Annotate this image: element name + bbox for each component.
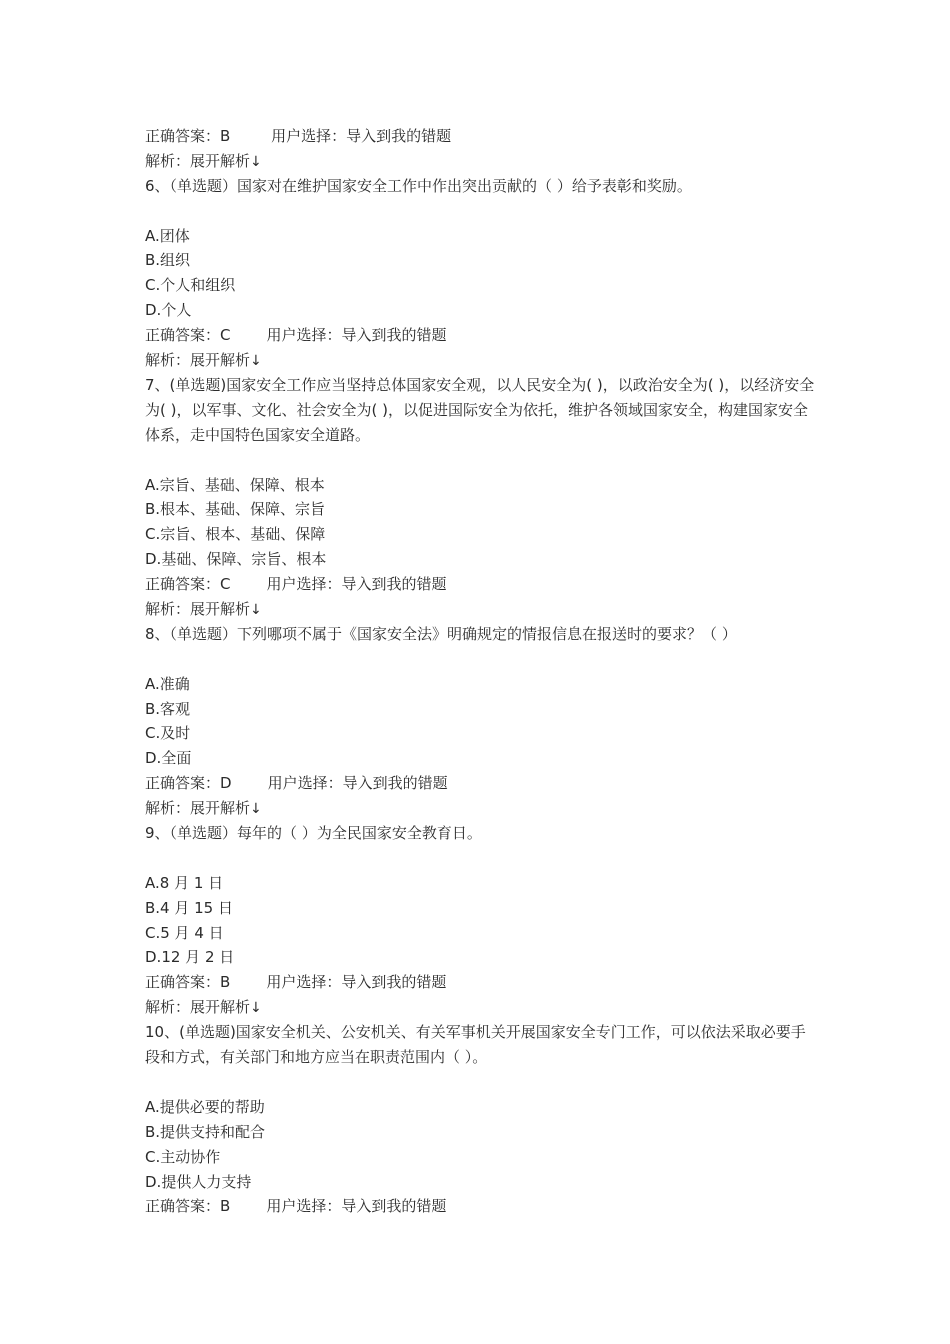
question-block bbox=[145, 1020, 815, 1219]
spacer bbox=[145, 448, 815, 473]
option-b: B.提供支持和配合 bbox=[145, 1122, 266, 1141]
user-choice-value: 导入到我的错题 bbox=[341, 1197, 447, 1216]
option-d: D.12 月 2 日 bbox=[145, 948, 235, 967]
user-choice-label: 用户选择： bbox=[266, 575, 342, 594]
option-b: B.客观 bbox=[145, 699, 191, 718]
option-b: B.组织 bbox=[145, 251, 191, 270]
user-choice-label: 用户选择： bbox=[266, 326, 342, 345]
user-choice-label: 用户选择： bbox=[271, 127, 347, 145]
analysis-label: 解析： bbox=[145, 799, 191, 818]
question-block bbox=[145, 174, 815, 373]
correct-answer-value: B bbox=[220, 973, 231, 992]
analysis-line bbox=[145, 348, 815, 373]
arrow-down-icon[interactable]: ↓ bbox=[250, 801, 262, 818]
arrow-down-icon[interactable]: ↓ bbox=[250, 601, 262, 618]
user-choice-label: 用户选择： bbox=[267, 774, 343, 793]
answer-line bbox=[145, 323, 815, 348]
analysis-label: 解析： bbox=[145, 351, 191, 370]
spacer bbox=[145, 647, 815, 672]
expand-analysis-link[interactable]: 展开解析 bbox=[190, 799, 251, 818]
user-choice-value: 导入到我的错题 bbox=[342, 774, 448, 793]
answer-line bbox=[145, 1194, 815, 1219]
question-block bbox=[145, 821, 815, 1020]
correct-answer-value: C bbox=[220, 326, 231, 345]
correct-answer-label: 正确答案： bbox=[145, 774, 221, 793]
user-choice-value: 导入到我的错题 bbox=[341, 326, 447, 345]
correct-answer-value: B bbox=[220, 127, 231, 145]
document-page bbox=[145, 124, 815, 1219]
option-a: A.宗旨、基础、保障、根本 bbox=[145, 475, 325, 494]
analysis-label: 解析： bbox=[145, 998, 191, 1017]
analysis-label: 解析： bbox=[145, 151, 191, 170]
correct-answer-value: D bbox=[220, 774, 232, 793]
option-c: C.主动协作 bbox=[145, 1147, 221, 1166]
question-block bbox=[145, 622, 815, 821]
spacer bbox=[145, 1070, 815, 1095]
spacer bbox=[145, 199, 815, 224]
correct-answer-value: C bbox=[220, 575, 231, 594]
spacer bbox=[145, 846, 815, 871]
question-text: 10、(单选题)国家安全机关、公安机关、有关军事机关开展国家安全专门工作，可以依法采取必要手段和方式，有关部门和地方应当在职责范围内（ ）。 bbox=[145, 1023, 806, 1067]
option-a: A.8 月 1 日 bbox=[145, 873, 224, 892]
option-a: A.团体 bbox=[145, 226, 190, 245]
option-c: C.宗旨、根本、基础、保障 bbox=[145, 525, 326, 544]
arrow-down-icon[interactable]: ↓ bbox=[250, 153, 262, 170]
option-a: A.提供必要的帮助 bbox=[145, 1097, 265, 1116]
option-d: D.提供人力支持 bbox=[145, 1172, 252, 1191]
option-d: D.基础、保障、宗旨、根本 bbox=[145, 550, 327, 569]
user-choice-label: 用户选择： bbox=[266, 973, 342, 992]
user-choice-value: 导入到我的错题 bbox=[346, 127, 452, 145]
expand-analysis-link[interactable]: 展开解析 bbox=[190, 151, 251, 170]
option-c: C.及时 bbox=[145, 724, 191, 743]
question-text: 8、（单选题）下列哪项不属于《国家安全法》明确规定的情报信息在报送时的要求？（ ） bbox=[145, 624, 737, 643]
expand-analysis-link[interactable]: 展开解析 bbox=[190, 599, 251, 618]
option-b: B.根本、基础、保障、宗旨 bbox=[145, 500, 326, 519]
user-choice-label: 用户选择： bbox=[266, 1197, 342, 1216]
option-b: B.4 月 15 日 bbox=[145, 898, 233, 917]
arrow-down-icon[interactable]: ↓ bbox=[250, 353, 262, 370]
question-list bbox=[145, 174, 815, 1220]
analysis-line bbox=[145, 995, 815, 1020]
question-text: 9、（单选题）每年的（ ）为全民国家安全教育日。 bbox=[145, 824, 482, 843]
correct-answer-value: B bbox=[220, 1197, 231, 1216]
option-c: C.个人和组织 bbox=[145, 276, 236, 295]
option-c: C.5 月 4 日 bbox=[145, 923, 224, 942]
arrow-down-icon[interactable]: ↓ bbox=[250, 1000, 262, 1017]
analysis-line bbox=[145, 149, 815, 174]
correct-answer-label: 正确答案： bbox=[145, 127, 221, 145]
question-text: 7、(单选题)国家安全工作应当坚持总体国家安全观，以人民安全为( )，以政治安全为( )，以经济安全为( )，以军事、文化、社会安全为( )，以促进国际安全为依托，维护各领域国家安全，构建国家安全体系，走中国特色国家安全道路。 bbox=[145, 375, 815, 444]
correct-answer-label: 正确答案： bbox=[145, 973, 221, 992]
analysis-line bbox=[145, 796, 815, 821]
correct-answer-label: 正确答案： bbox=[145, 326, 221, 345]
expand-analysis-link[interactable]: 展开解析 bbox=[190, 998, 251, 1017]
user-choice-value: 导入到我的错题 bbox=[341, 575, 447, 594]
question-text: 6、（单选题）国家对在维护国家安全工作中作出突出贡献的（ ）给予表彰和奖励。 bbox=[145, 176, 692, 195]
answer-line bbox=[145, 124, 815, 149]
question-block bbox=[145, 373, 815, 622]
correct-answer-label: 正确答案： bbox=[145, 1197, 221, 1216]
option-d: D.全面 bbox=[145, 749, 192, 768]
answer-line bbox=[145, 572, 815, 597]
correct-answer-label: 正确答案： bbox=[145, 575, 221, 594]
analysis-line bbox=[145, 597, 815, 622]
expand-analysis-link[interactable]: 展开解析 bbox=[190, 351, 251, 370]
option-d: D.个人 bbox=[145, 301, 192, 320]
user-choice-value: 导入到我的错题 bbox=[341, 973, 447, 992]
answer-line bbox=[145, 970, 815, 995]
option-a: A.准确 bbox=[145, 674, 190, 693]
answer-line bbox=[145, 771, 815, 796]
analysis-label: 解析： bbox=[145, 599, 191, 618]
